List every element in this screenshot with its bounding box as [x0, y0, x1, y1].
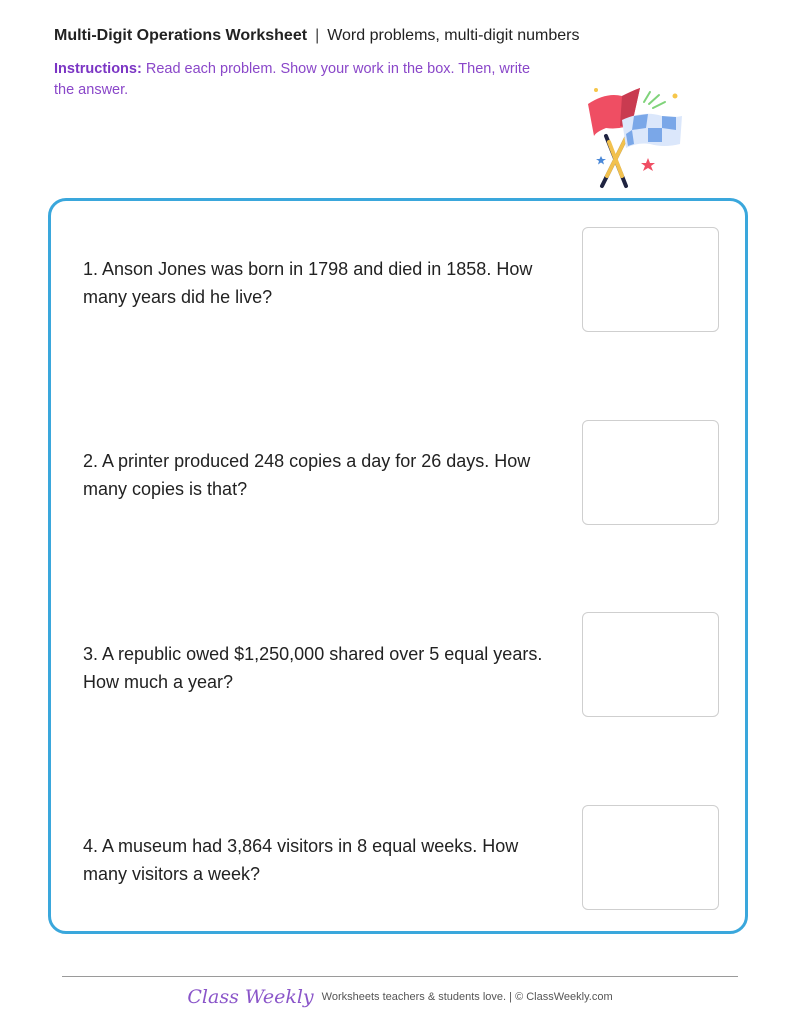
worksheet-subtitle: Word problems, multi-digit numbers: [327, 27, 580, 44]
answer-box-1[interactable]: [582, 227, 719, 332]
problem-number: 1.: [83, 259, 99, 279]
problem-3: [83, 640, 563, 696]
worksheet-header: [54, 27, 579, 45]
footer: [0, 986, 800, 1008]
problem-1: [83, 255, 563, 311]
footer-divider: [62, 976, 738, 977]
footer-tagline: Worksheets teachers & students love. | © ClassWeekly.com: [321, 991, 613, 1003]
problem-text: Anson Jones was born in 1798 and died in 1858. How many years did he live?: [83, 259, 533, 307]
instructions: [54, 59, 534, 101]
problem-number: 3.: [83, 644, 99, 664]
problem-number: 2.: [83, 451, 99, 471]
problem-number: 4.: [83, 836, 99, 856]
problems-card: [48, 198, 748, 934]
brand-logo: Class Weekly: [187, 986, 314, 1008]
problem-2: [83, 447, 563, 503]
instructions-text: Read each problem. Show your work in the box. Then, write the answer.: [54, 61, 531, 98]
problem-4: [83, 832, 563, 888]
flags-illustration-icon: [582, 82, 692, 192]
answer-box-2[interactable]: [582, 420, 719, 525]
problem-text: A museum had 3,864 visitors in 8 equal weeks. How many visitors a week?: [83, 836, 519, 884]
problem-text: A printer produced 248 copies a day for 26 days. How many copies is that?: [83, 451, 531, 499]
answer-box-4[interactable]: [582, 805, 719, 910]
header-separator: |: [315, 27, 320, 44]
instructions-label: Instructions:: [54, 61, 142, 77]
problem-text: A republic owed $1,250,000 shared over 5 equal years. How much a year?: [83, 644, 543, 692]
worksheet-title: Multi-Digit Operations Worksheet: [54, 27, 308, 44]
answer-box-3[interactable]: [582, 612, 719, 717]
